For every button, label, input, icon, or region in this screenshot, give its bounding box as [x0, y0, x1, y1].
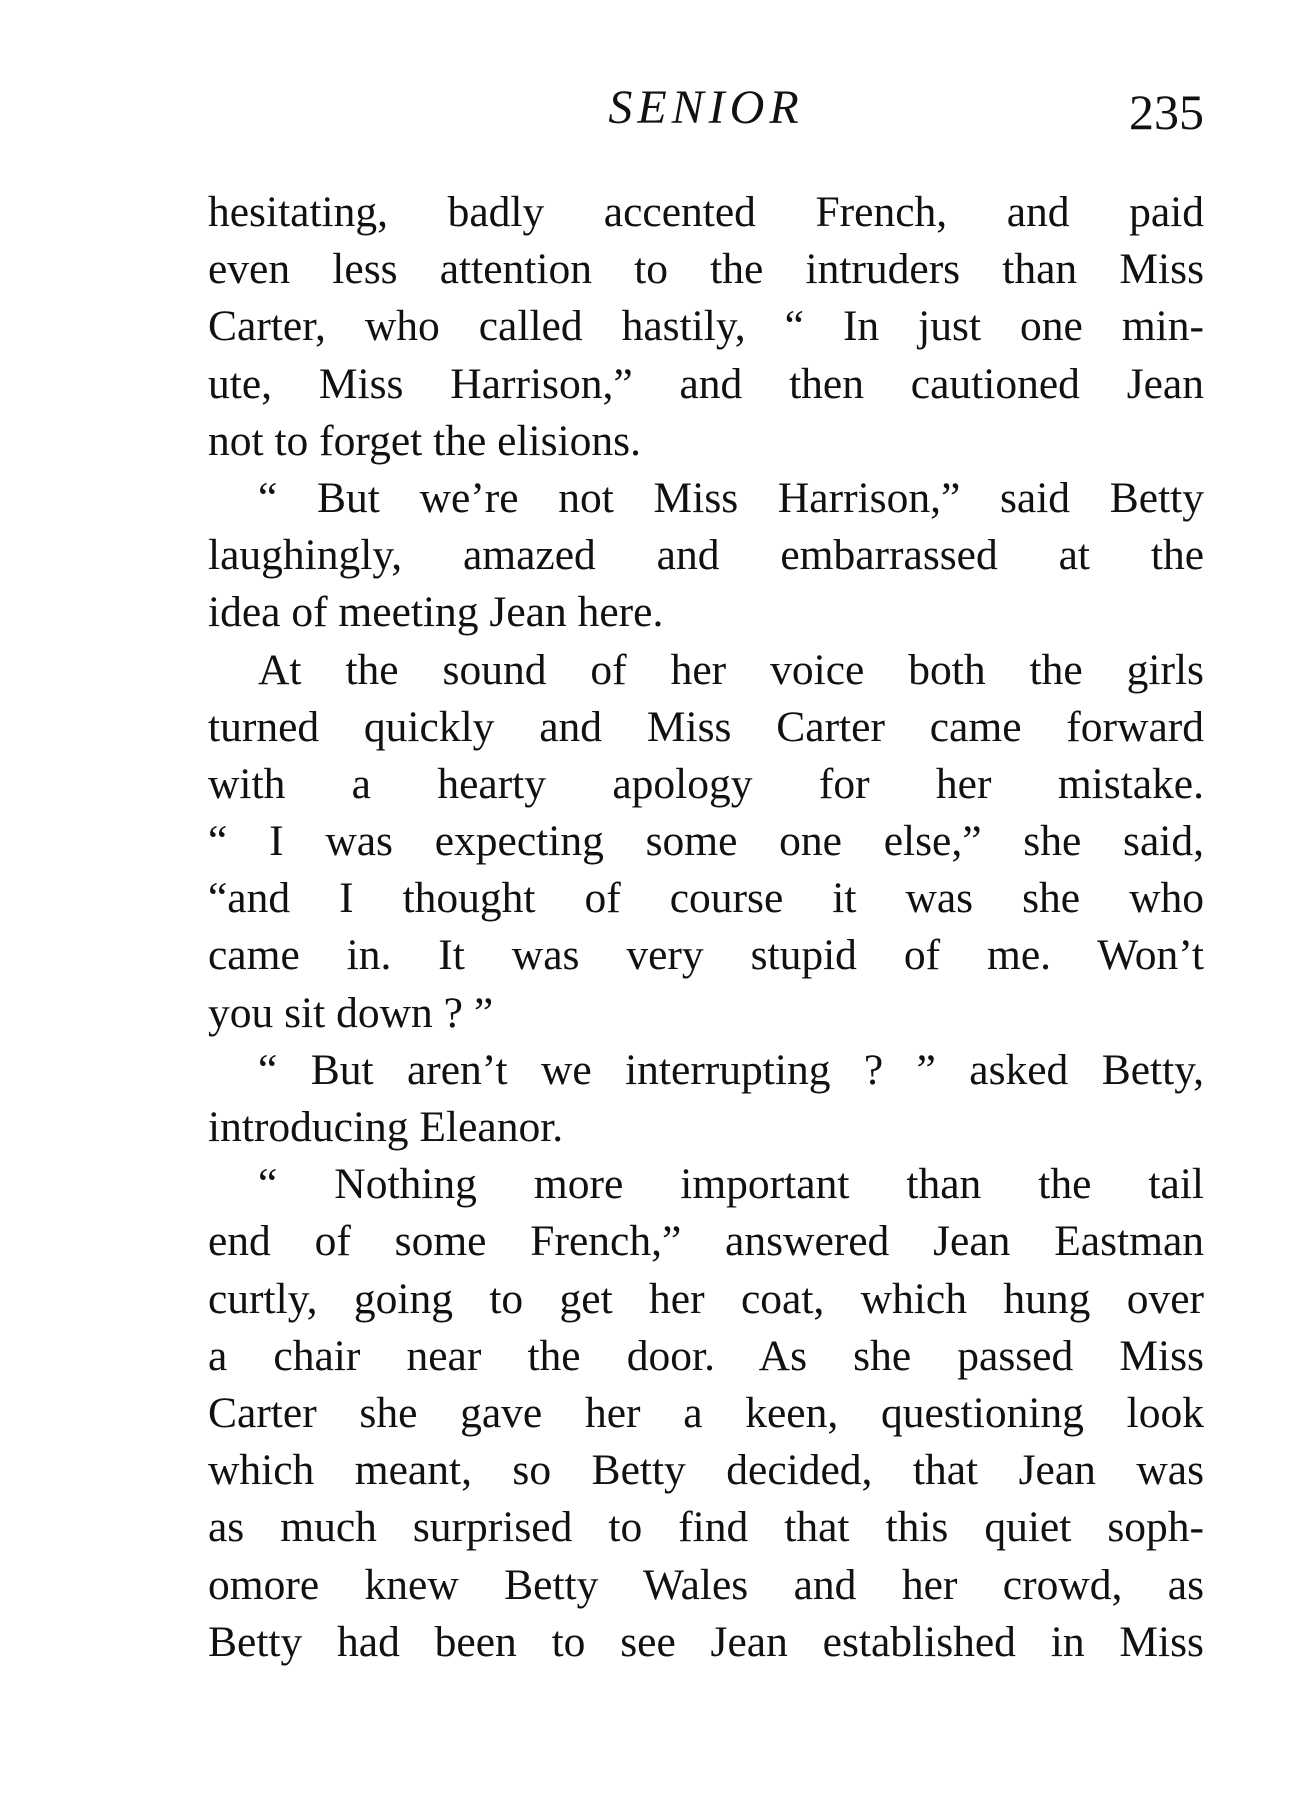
text-line: which meant, so Betty decided, that Jean was: [208, 1446, 1204, 1495]
text-line: came in. It was very stupid of me. Won’t: [208, 931, 1204, 980]
text-line: “ I was expecting some one else,” she said,: [208, 817, 1204, 866]
text-line: end of some French,” answered Jean Eastman: [208, 1217, 1204, 1266]
text-line: introducing Eleanor.: [208, 1103, 564, 1151]
text-line: curtly, going to get her coat, which hung over: [208, 1274, 1204, 1323]
running-head: SENIOR: [608, 81, 804, 134]
text-line: with a hearty apology for her mistake.: [208, 759, 1204, 808]
body-text: [208, 184, 1204, 1671]
page-header: [208, 78, 1204, 148]
text-line: “and I thought of course it was she who: [208, 874, 1204, 923]
text-line: hesitating, badly accented French, and paid: [208, 188, 1204, 236]
text-line: “ Nothing more important than the tail: [258, 1160, 1204, 1209]
text-line: turned quickly and Miss Carter came forward: [208, 702, 1204, 751]
text-line: “ But we’re not Miss Harrison,” said Betty: [258, 473, 1204, 522]
text-line: laughingly, amazed and embarrassed at the: [208, 531, 1204, 580]
text-line: “ But aren’t we interrupting ? ” asked Betty,: [258, 1045, 1204, 1094]
text-line: a chair near the door. As she passed Miss: [208, 1331, 1204, 1380]
text-line: Betty had been to see Jean established in Miss: [208, 1617, 1204, 1666]
text-line: you sit down ? ”: [208, 988, 494, 1037]
text-line: ute, Miss Harrison,” and then cautioned Jean: [208, 359, 1204, 408]
text-line: not to forget the elisions.: [208, 416, 641, 465]
text-line: omore knew Betty Wales and her crowd, as: [208, 1560, 1204, 1609]
text-line: Carter, who called hastily, “ In just one min-: [208, 302, 1204, 351]
text-line: as much surprised to find that this quiet soph-: [208, 1503, 1204, 1552]
text-line: even less attention to the intruders than Miss: [208, 245, 1204, 294]
text-line: Carter she gave her a keen, questioning look: [208, 1388, 1204, 1437]
text-line: idea of meeting Jean here.: [208, 588, 664, 637]
page-number: 235: [1129, 84, 1204, 140]
text-line: At the sound of her voice both the girls: [258, 645, 1204, 694]
